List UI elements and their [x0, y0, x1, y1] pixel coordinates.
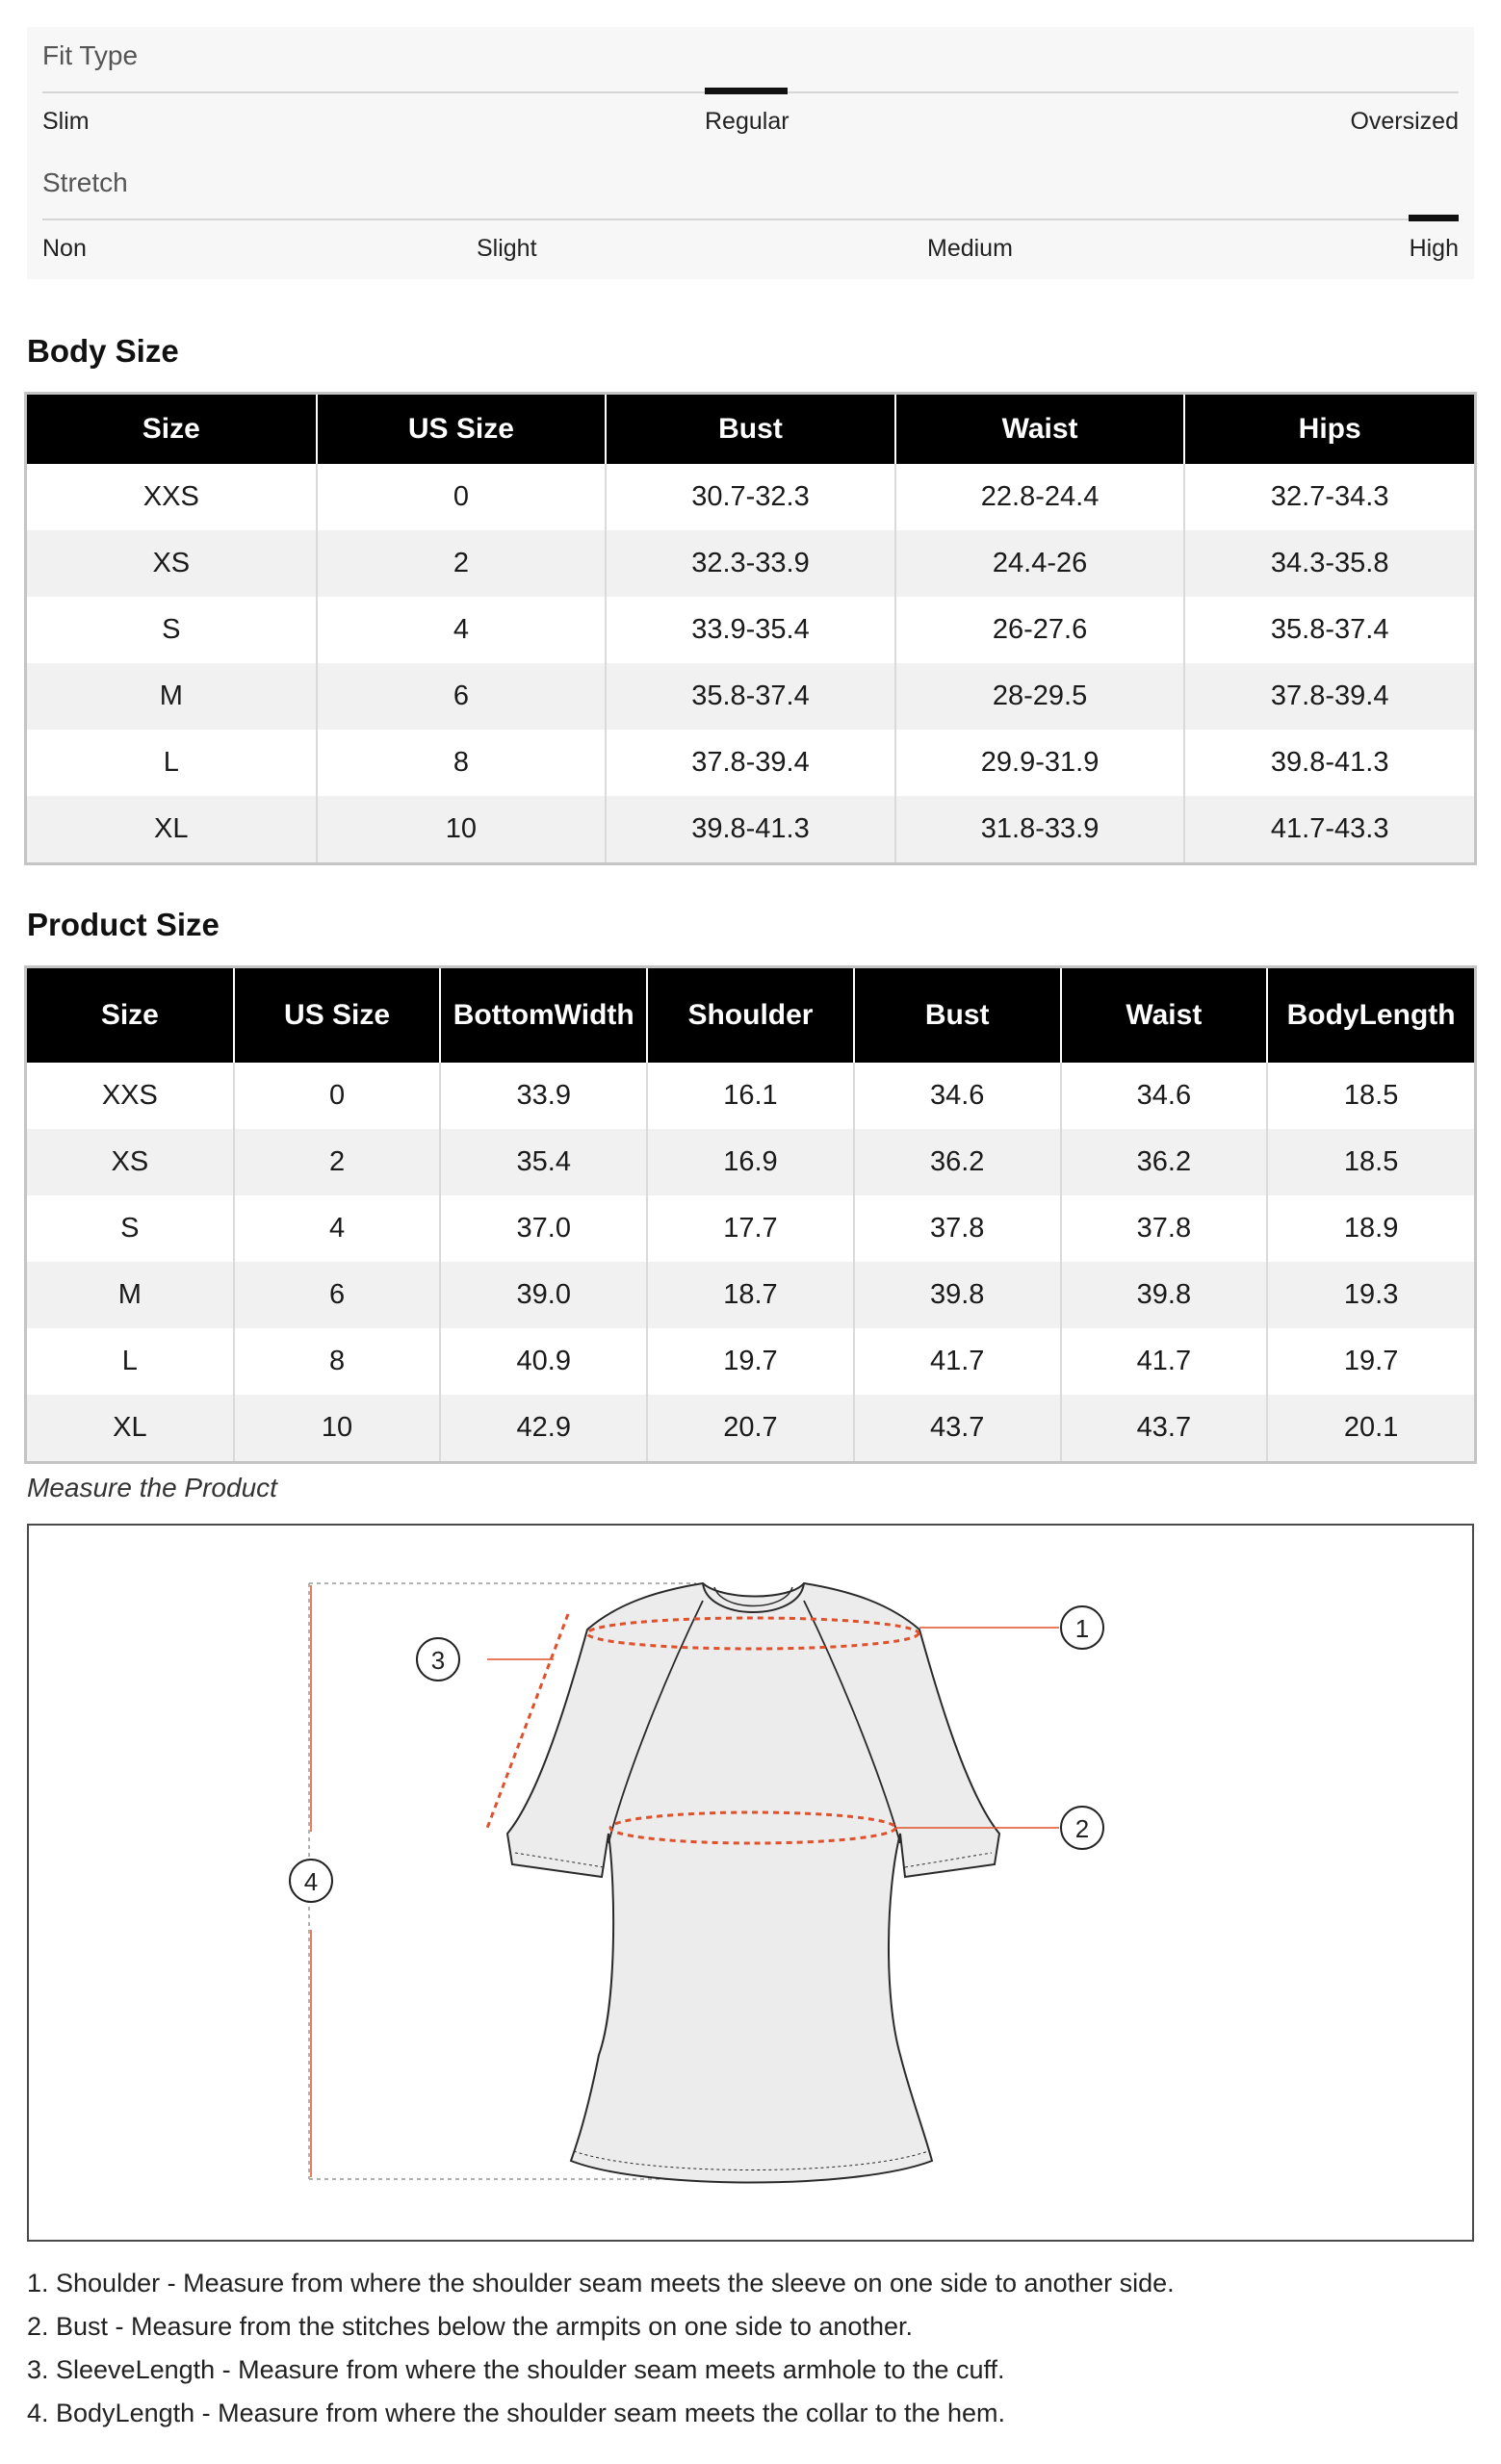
- header-us-size: US Size: [317, 395, 607, 464]
- table-cell: 6: [317, 663, 607, 730]
- table-row: [27, 1328, 1474, 1395]
- table-cell: 20.7: [647, 1395, 854, 1461]
- table-cell: S: [120, 1213, 140, 1244]
- body-size-title: Body Size: [27, 333, 179, 369]
- table-cell: 43.7: [854, 1395, 1061, 1461]
- fit-type-label-oversized: Oversized: [1350, 108, 1459, 135]
- table-row: [27, 1262, 1474, 1328]
- marker-2-label: 2: [1074, 1814, 1090, 1843]
- table-cell: 40.9: [440, 1328, 647, 1395]
- marker-1-label: 1: [1074, 1614, 1090, 1643]
- table-cell: 0: [234, 1063, 441, 1129]
- table-cell: 35.8-37.4: [606, 663, 895, 730]
- stretch-title: Stretch: [42, 167, 128, 197]
- table-cell: 37.8: [854, 1195, 1061, 1262]
- table-cell: 37.0: [440, 1195, 647, 1262]
- measure-title: Measure the Product: [27, 1473, 277, 1502]
- product-size-table: [27, 968, 1474, 1461]
- header-size: Size: [27, 395, 317, 464]
- table-cell: 18.7: [647, 1262, 854, 1328]
- measure-notes: [27, 2262, 1175, 2435]
- table-cell: 19.3: [1267, 1262, 1474, 1328]
- fit-type-title: Fit Type: [42, 40, 139, 70]
- table-cell: 2: [234, 1129, 441, 1195]
- table-row: [27, 1195, 1474, 1262]
- table-cell: 37.8-39.4: [606, 730, 895, 796]
- table-cell: 36.2: [854, 1129, 1061, 1195]
- table-cell: 29.9-31.9: [895, 730, 1185, 796]
- table-cell: M: [27, 1262, 234, 1328]
- table-row: [27, 730, 1474, 796]
- table-cell: 34.6: [1061, 1063, 1268, 1129]
- table-cell: 41.7: [854, 1328, 1061, 1395]
- header-shoulder: Shoulder: [647, 968, 854, 1063]
- table-cell: 33.9-35.4: [606, 597, 895, 663]
- table-cell: 32.7-34.3: [1184, 464, 1474, 530]
- table-row: [27, 663, 1474, 730]
- table-cell: XL: [27, 1395, 234, 1461]
- table-cell: 31.8-33.9: [895, 796, 1185, 862]
- table-cell: 18.5: [1267, 1129, 1474, 1195]
- table-cell: 41.7: [1061, 1328, 1268, 1395]
- header-hips: Hips: [1184, 395, 1474, 464]
- table-cell: M: [27, 663, 317, 730]
- table-cell: 30.7-32.3: [606, 464, 895, 530]
- fit-panel: [27, 27, 1474, 279]
- stretch-label-high: High: [1409, 235, 1459, 262]
- table-cell: XXS: [101, 1080, 158, 1111]
- table-cell: 16.1: [647, 1063, 854, 1129]
- fit-type-label-regular: Regular: [705, 108, 789, 135]
- table-cell: 37.8-39.4: [1184, 663, 1474, 730]
- table-cell: 22.8-24.4: [895, 464, 1185, 530]
- stretch-label-medium: Medium: [927, 235, 1013, 262]
- tshirt-diagram: [29, 1526, 1472, 2240]
- table-cell: L: [121, 1346, 138, 1376]
- header-body-length: BodyLength: [1267, 968, 1474, 1063]
- header-bust: Bust: [854, 968, 1061, 1063]
- table-cell: 39.8-41.3: [1184, 730, 1474, 796]
- table-cell: 39.0: [440, 1262, 647, 1328]
- table-cell: 18.9: [1267, 1195, 1474, 1262]
- table-row: [27, 464, 1474, 530]
- stretch-label-non: Non: [42, 235, 87, 262]
- table-cell: 10: [234, 1395, 441, 1461]
- header-waist: Waist: [1061, 968, 1268, 1063]
- product-size-title: Product Size: [27, 907, 220, 942]
- table-row: [27, 1063, 1474, 1129]
- table-cell: 28-29.5: [895, 663, 1185, 730]
- table-cell: 0: [317, 464, 607, 530]
- note-body-length: 4. BodyLength - Measure from where the shoulder seam meets the collar to the hem.: [27, 2399, 1006, 2427]
- stretch-track: [42, 218, 1459, 220]
- note-sleeve-length: 3. SleeveLength - Measure from where the shoulder seam meets armhole to the cuff.: [27, 2355, 1005, 2384]
- note-bust: 2. Bust - Measure from the stitches below the armpits on one side to another.: [27, 2312, 913, 2341]
- table-cell: 2: [317, 530, 607, 597]
- table-cell: 24.4-26: [895, 530, 1185, 597]
- table-cell: 35.8-37.4: [1184, 597, 1474, 663]
- stretch-marker: [1409, 215, 1459, 221]
- stretch-scale: [42, 154, 1459, 281]
- table-cell: 39.8: [854, 1262, 1061, 1328]
- header-us-size: US Size: [234, 968, 441, 1063]
- marker-4-label: 4: [303, 1867, 319, 1896]
- table-row: [27, 597, 1474, 663]
- table-cell: 4: [317, 597, 607, 663]
- table-cell: 42.9: [440, 1395, 647, 1461]
- table-cell: 19.7: [647, 1328, 854, 1395]
- table-cell: 32.3-33.9: [606, 530, 895, 597]
- header-waist: Waist: [895, 395, 1185, 464]
- table-cell: 34.3-35.8: [1184, 530, 1474, 597]
- table-cell: 41.7-43.3: [1184, 796, 1474, 862]
- table-cell: 4: [234, 1195, 441, 1262]
- measure-diagram: [27, 1524, 1474, 2242]
- table-cell: 19.7: [1267, 1328, 1474, 1395]
- table-cell: XL: [27, 796, 317, 862]
- table-cell: 33.9: [440, 1063, 647, 1129]
- table-cell: XXS: [142, 481, 199, 512]
- table-cell: 6: [234, 1262, 441, 1328]
- table-header-row: [27, 968, 1474, 1063]
- stretch-label-slight: Slight: [477, 235, 537, 262]
- table-cell: 17.7: [647, 1195, 854, 1262]
- table-cell: 43.7: [1061, 1395, 1268, 1461]
- table-cell: 37.8: [1061, 1195, 1268, 1262]
- table-cell: 26-27.6: [895, 597, 1185, 663]
- table-row: [27, 1129, 1474, 1195]
- table-cell: 8: [317, 730, 607, 796]
- tshirt-icon: [507, 1583, 999, 2183]
- table-cell: 34.6: [854, 1063, 1061, 1129]
- table-cell: 20.1: [1267, 1395, 1474, 1461]
- fit-type-marker: [705, 88, 788, 94]
- table-row: [27, 796, 1474, 862]
- table-cell: 16.9: [647, 1129, 854, 1195]
- table-cell: 36.2: [1061, 1129, 1268, 1195]
- body-size-table: [27, 395, 1474, 862]
- table-row: [27, 1395, 1474, 1461]
- table-cell: 35.4: [440, 1129, 647, 1195]
- header-size: Size: [27, 968, 234, 1063]
- header-bust: Bust: [606, 395, 895, 464]
- table-cell: 8: [234, 1328, 441, 1395]
- table-row: [27, 530, 1474, 597]
- table-cell: 39.8: [1061, 1262, 1268, 1328]
- fit-type-label-slim: Slim: [42, 108, 90, 135]
- table-cell: 10: [317, 796, 607, 862]
- table-cell: XS: [27, 1129, 234, 1195]
- table-cell: 18.5: [1267, 1063, 1474, 1129]
- fit-type-scale: [42, 27, 1459, 154]
- table-cell: L: [163, 747, 179, 778]
- table-cell: XS: [27, 530, 317, 597]
- header-bottom-width: BottomWidth: [440, 968, 647, 1063]
- marker-3-label: 3: [430, 1646, 446, 1675]
- table-cell: S: [162, 614, 181, 645]
- table-cell: 39.8-41.3: [606, 796, 895, 862]
- table-header-row: [27, 395, 1474, 464]
- note-shoulder: 1. Shoulder - Measure from where the shoulder seam meets the sleeve on one side to another side.: [27, 2269, 1175, 2297]
